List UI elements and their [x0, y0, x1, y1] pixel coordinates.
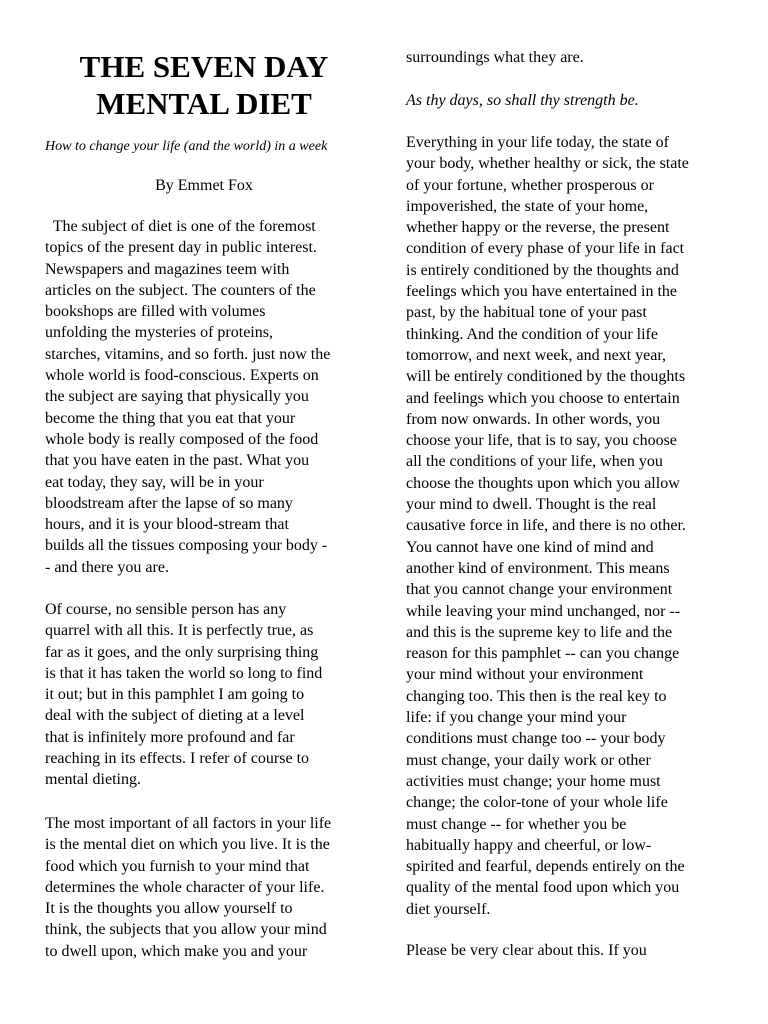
text-line: quarrel with all this. It is perfectly true, as: [45, 622, 314, 640]
text-line: You cannot have one kind of mind and: [406, 538, 654, 556]
text-line: choose your life, that is to say, you choose: [406, 432, 677, 450]
text-line: and feelings which you choose to entertain: [406, 389, 680, 407]
text-line: change; the color-tone of your whole life: [406, 794, 668, 812]
text-line: Of course, no sensible person has any: [45, 601, 287, 618]
text-line: bookshops are filled with volumes: [45, 303, 266, 321]
text-line: life: if you change your mind your: [406, 709, 627, 727]
text-line: reaching in its effects. I refer of course to: [45, 750, 310, 768]
text-line: condition of every phase of your life in fact: [406, 240, 685, 258]
text-line: another kind of environment. This means: [406, 559, 670, 577]
text-line: Newspapers and magazines teem with: [45, 260, 290, 278]
paragraph: [406, 47, 584, 68]
text-line: builds all the tissues composing your body -: [45, 537, 328, 555]
text-line: must change, your daily work or other: [406, 751, 651, 769]
paragraph: [406, 940, 647, 961]
paragraph: [45, 813, 331, 962]
text-line: determines the whole character of your life.: [45, 878, 325, 896]
text-line: impoverished, the state of your home,: [406, 197, 649, 215]
text-line: while leaving your mind unchanged, nor --: [406, 602, 681, 620]
text-line: your mind without your environment: [406, 666, 644, 684]
text-line: that you have eaten in the past. What you: [45, 452, 310, 470]
text-line: spirited and fearful, depends entirely on the: [406, 858, 685, 876]
paragraph: [406, 132, 689, 920]
byline: By Emmet Fox: [155, 177, 253, 194]
text-line: is that it has taken the world so long to find: [45, 664, 323, 682]
text-line: from now onwards. In other words, you: [406, 410, 661, 428]
text-line: Please be very clear about this. If you: [406, 942, 647, 959]
text-line: feelings which you have entertained in the: [406, 283, 678, 301]
text-line: causative force in life, and there is no other.: [406, 517, 686, 535]
title-line: THE SEVEN DAY: [79, 49, 329, 84]
text-line: and this is the supreme key to life and the: [406, 623, 673, 641]
text-line: whole world is food-conscious. Experts on: [45, 367, 319, 385]
subtitle: How to change your life (and the world) in a week: [45, 139, 328, 154]
text-line: eat today, they say, will be in your: [45, 473, 264, 491]
text-line: choose the thoughts upon which you allow: [406, 474, 680, 492]
text-line: mental dieting.: [45, 771, 141, 789]
text-line: unfolding the mysteries of proteins,: [45, 324, 273, 342]
text-line: As thy days, so shall thy strength be.: [406, 92, 639, 109]
text-line: is entirely conditioned by the thoughts and: [406, 261, 679, 279]
text-line: reason for this pamphlet -- can you change: [406, 645, 680, 663]
text-line: of your fortune, whether prosperous or: [406, 176, 654, 194]
text-line: activities must change; your home must: [406, 772, 661, 790]
text-line: whether happy or the reverse, the present: [406, 219, 670, 237]
text-line: the subject are saying that physically you: [45, 388, 309, 406]
text-line: to dwell upon, which make you and your: [45, 942, 308, 960]
text-line: is the mental diet on which you live. It is the: [45, 836, 330, 854]
text-line: articles on the subject. The counters of the: [45, 281, 316, 299]
text-line: quality of the mental food upon which you: [406, 879, 680, 897]
text-line: changing too. This then is the real key to: [406, 687, 667, 705]
text-line: will be entirely conditioned by the thoughts: [406, 368, 686, 386]
text-line: The most important of all factors in your life: [45, 815, 332, 832]
text-line: that you cannot change your environment: [406, 581, 673, 599]
text-line: it out; but in this pamphlet I am going to: [45, 686, 305, 704]
text-line: thinking. And the condition of your life: [406, 325, 658, 343]
text-line: must change -- for whether you be: [406, 815, 627, 833]
epigraph: [406, 90, 639, 111]
title-line: MENTAL DIET: [96, 86, 312, 121]
text-line: whole body is really composed of the food: [45, 430, 319, 448]
text-line: past, by the habitual tone of your past: [406, 304, 647, 322]
text-line: deal with the subject of dieting at a level: [45, 707, 305, 725]
text-line: It is the thoughts you allow yourself to: [45, 900, 293, 918]
paragraph: [45, 599, 322, 791]
text-line: surroundings what they are.: [406, 49, 584, 66]
text-line: habitually happy and cheerful, or low-: [406, 836, 652, 854]
text-line: that is infinitely more profound and far: [45, 728, 295, 746]
text-line: tomorrow, and next week, and next year,: [406, 346, 667, 364]
text-line: diet yourself.: [406, 900, 491, 918]
text-line: starches, vitamins, and so forth. just now the: [45, 345, 331, 363]
text-line: topics of the present day in public interest.: [45, 239, 317, 257]
text-line: - and there you are.: [45, 558, 169, 576]
text-line: all the conditions of your life, when you: [406, 453, 663, 471]
text-line: Everything in your life today, the state of: [406, 134, 669, 151]
text-line: become the thing that you eat that your: [45, 409, 296, 427]
text-line: hours, and it is your blood-stream that: [45, 516, 289, 534]
text-line: your body, whether healthy or sick, the state: [406, 155, 689, 173]
paragraph: [45, 216, 330, 578]
text-line: conditions must change too -- your body: [406, 730, 666, 748]
text-line: food which you furnish to your mind that: [45, 857, 310, 875]
text-line: The subject of diet is one of the foremost: [45, 218, 316, 235]
text-line: think, the subjects that you allow your mind: [45, 921, 327, 939]
text-line: your mind to dwell. Thought is the real: [406, 496, 657, 514]
text-line: bloodstream after the lapse of so many: [45, 494, 293, 512]
document-title: [45, 48, 363, 122]
text-line: far as it goes, and the only surprising thing: [45, 643, 319, 661]
